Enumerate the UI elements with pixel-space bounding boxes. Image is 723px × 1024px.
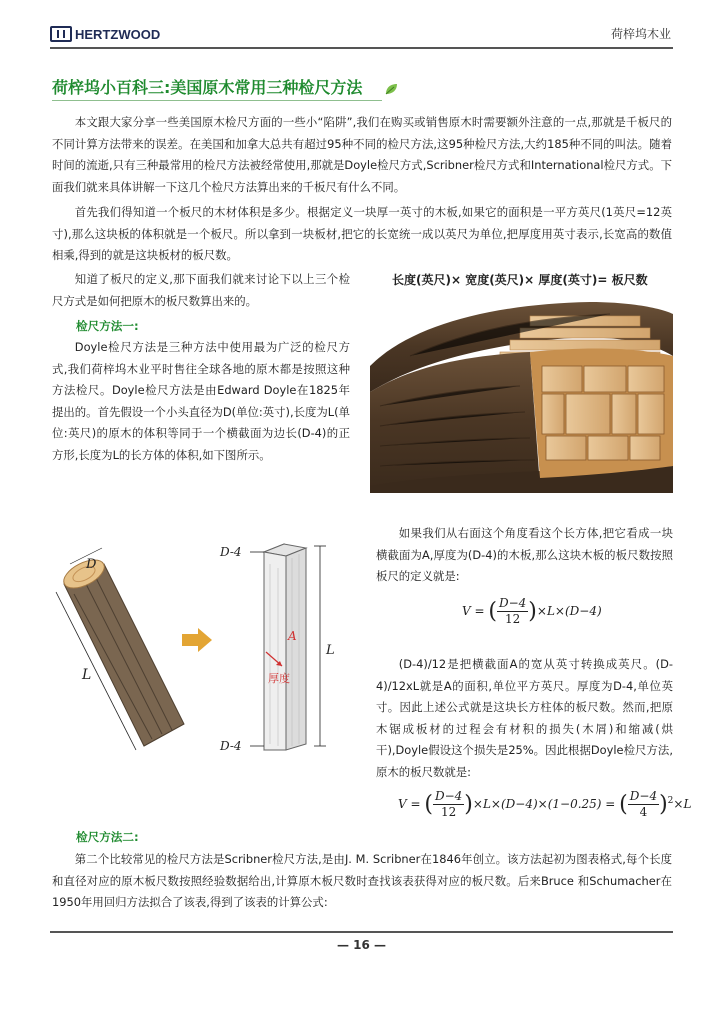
sawn-log-lumber-illustration — [370, 296, 673, 493]
paragraph-board-view: 如果我们从右面这个角度看这个长方体,把它看成一块横截面为A,厚度为(D-4)的木板,那么这块木板的板尺数按照板尺的定义就是: — [376, 526, 673, 583]
header-divider — [50, 47, 673, 49]
title-underline — [52, 100, 382, 101]
label-thickness: 厚度 — [268, 672, 290, 685]
label-face-a: A — [288, 629, 297, 643]
label-diameter-d: D — [86, 557, 97, 572]
doyle-log-prism-diagram — [44, 534, 364, 774]
log-illustration — [56, 548, 184, 750]
subheading-method-2: 检尺方法二: — [76, 830, 139, 844]
label-length-l-log: L — [82, 667, 92, 683]
paragraph-intro: 本文跟大家分享一些美国原木检尺方面的一些小“陷阱”,我们在购买或销售原木时需要额外注意的一点,那就是千板尺的不同计算方法带来的误差。在美国和加拿大总共有超过95种不同的检尺方法,这95种检尺方法,大约185种不同的叫法。随着时间的流逝,只有三种最常用的检尺方法被经常使用,那就是Doyle检尺方式,Scribner检尺方式和International检尺方式。下面我们就来具体讲解一下这几个检尺方法算出来的千板尺有什么不同。 — [52, 115, 672, 194]
company-name: 荷梓坞木业 — [610, 27, 671, 41]
label-d4-top: D-4 — [220, 545, 242, 559]
house-logo-icon — [50, 26, 72, 42]
formula-doyle-rule: V = ( $\frac{D-4}{12}$ )×L×(D−4)×(1−0.25) = ( $\frac{D-4}{4}$ )$^2$×L — [398, 789, 692, 819]
label-d4-bottom: D-4 — [220, 739, 242, 753]
hertzwood-logo — [50, 24, 160, 44]
article-title: 荷梓坞小百科三:美国原木常用三种检尺方法 — [52, 78, 363, 97]
paragraph-scribner-method: 第二个比较常见的检尺方法是Scribner检尺方法,是由J. M. Scribner在1846年创立。该方法起初为图表格式,每个长度和直径对应的原木板尺数按照经验数据给出,计算原木板尺数时查找该表获得对应的板尺数。后来Bruce 和Schumacher在1950年用回归方法拟合了该表,得到了该表的计算公式: — [52, 852, 672, 909]
paragraph-doyle-method: Doyle检尺方法是三种方法中使用最为广泛的检尺方式,我们荷梓坞木业平时售往全球各地的原木都是按照这种方法检尺。Doyle检尺方法是由Edward Doyle在1825年提出的。首先假设一个小头直径为D(单位:英寸),长度为L(单位:英尺)的原木的体积等同于一个横截面为边长(D-4)的正方形,长度为L的长方体的体积,如下图所示。 — [52, 340, 350, 462]
formula-board-feet-basic: V = ( $\frac{D-4}{12}$ )×L×(D−4) — [462, 596, 602, 626]
paragraph-board-foot-definition: 首先我们得知道一个板尺的木材体积是多少。根据定义一块厚一英寸的木板,如果它的面积是一平方英尺(1英尺=12英寸),那么这块板的体积就是一个板尺。所以拿到一块板材,把它的长宽统一成以英尺为单位,把厚度用英寸表示,长宽高的数值相乘,得到的就是这块板材的板尺数。 — [52, 205, 672, 262]
right-arrow-icon — [182, 628, 212, 652]
paragraph-doyle-loss: (D-4)/12是把横截面A的宽从英寸转换成英尺。(D-4)/12xL就是A的面积,单位平方英尺。厚度为D-4,单位英寸。因此上述公式就是这块长方柱体的板尺数。然而,把原木锯成板材的过程会有材积的损失(木屑)和缩减(烘干),Doyle假设这个损失是25%。因此根据Doyle检尺方法,原木的板尺数就是: — [376, 657, 673, 779]
rectangular-prism — [264, 544, 306, 750]
paragraph-transition: 知道了板尺的定义,那下面我们就来讨论下以上三个检尺方式是如何把原木的板尺数算出来的。 — [52, 272, 350, 308]
board-foot-formula-caption: 长度(英尺)× 宽度(英尺)× 厚度(英寸)= 板尺数 — [392, 273, 648, 287]
leaf-icon — [384, 82, 398, 96]
page-number: — 16 — — [336, 938, 387, 952]
subheading-method-1: 检尺方法一: — [76, 319, 139, 333]
logo-text: HERTZWOOD — [75, 26, 161, 42]
label-length-l-prism: L — [326, 643, 335, 658]
footer-divider — [50, 931, 673, 933]
